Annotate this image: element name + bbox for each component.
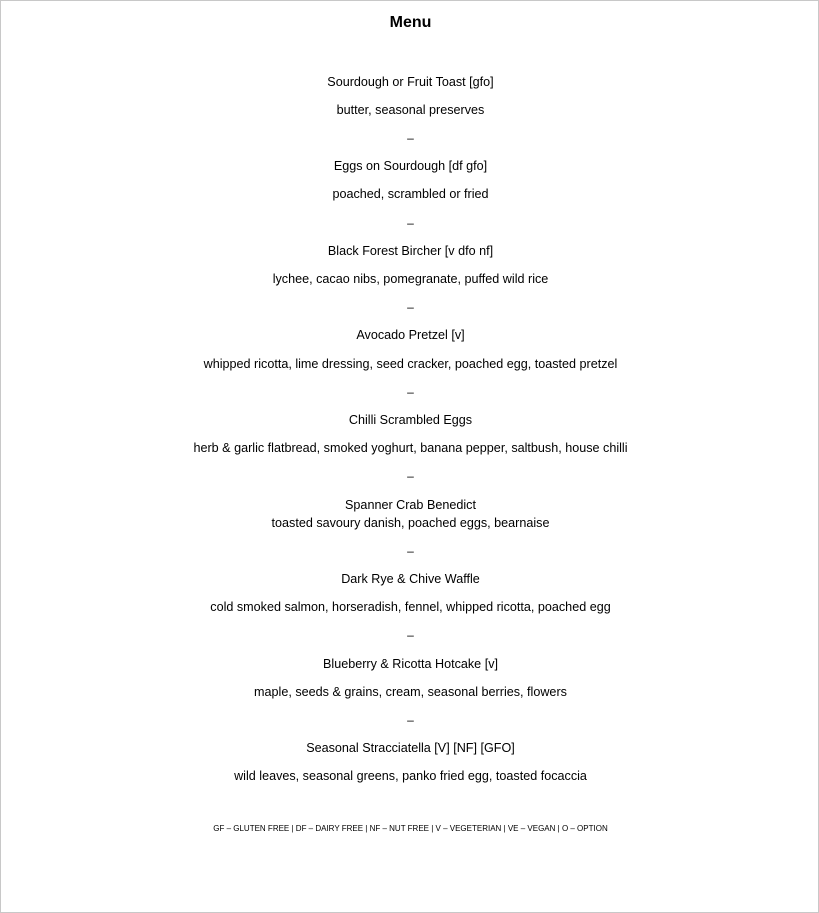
menu-item-description: lychee, cacao nibs, pomegranate, puffed wild rice — [272, 272, 549, 286]
menu-item-name: Spanner Crab Benedict — [345, 498, 476, 512]
menu-item-description: herb & garlic flatbread, smoked yoghurt, banana pepper, saltbush, house chilli — [193, 441, 628, 455]
separator: – — [407, 469, 414, 483]
menu-item-name: Avocado Pretzel [v] — [356, 328, 465, 342]
separator: – — [407, 300, 414, 314]
page-title: Menu — [389, 14, 432, 31]
dietary-legend: GF – GLUTEN FREE | DF – DAIRY FREE | NF – NUT FREE | V – VEGETERIAN | VE – VEGAN | O – OPTION — [213, 824, 608, 833]
separator: – — [407, 216, 414, 230]
menu-item-name: Dark Rye & Chive Waffle — [341, 572, 480, 586]
menu-item-description: poached, scrambled or fried — [332, 187, 489, 201]
menu-item-name: Black Forest Bircher [v dfo nf] — [327, 244, 494, 258]
separator: – — [407, 628, 414, 642]
menu-item-name: Blueberry & Ricotta Hotcake [v] — [323, 657, 498, 671]
menu-item-description: maple, seeds & grains, cream, seasonal berries, flowers — [254, 685, 567, 699]
menu-item-name: Seasonal Stracciatella [V] [NF] [GFO] — [306, 741, 515, 755]
menu-item-name: Eggs on Sourdough [df gfo] — [333, 159, 488, 173]
menu-item-description: wild leaves, seasonal greens, panko fried egg, toasted focaccia — [234, 769, 587, 783]
separator: – — [407, 713, 414, 727]
menu-item-name: Sourdough or Fruit Toast [gfo] — [327, 75, 494, 89]
separator: – — [407, 385, 414, 399]
separator: – — [407, 544, 414, 558]
menu-item-description: cold smoked salmon, horseradish, fennel, whipped ricotta, poached egg — [210, 600, 611, 614]
separator: – — [407, 131, 414, 145]
menu-item-description: whipped ricotta, lime dressing, seed cracker, poached egg, toasted pretzel — [203, 357, 618, 371]
menu-item-description: butter, seasonal preserves — [336, 103, 485, 117]
menu-item-name: Chilli Scrambled Eggs — [348, 413, 473, 427]
menu-item-description: toasted savoury danish, poached eggs, bearnaise — [271, 516, 550, 530]
